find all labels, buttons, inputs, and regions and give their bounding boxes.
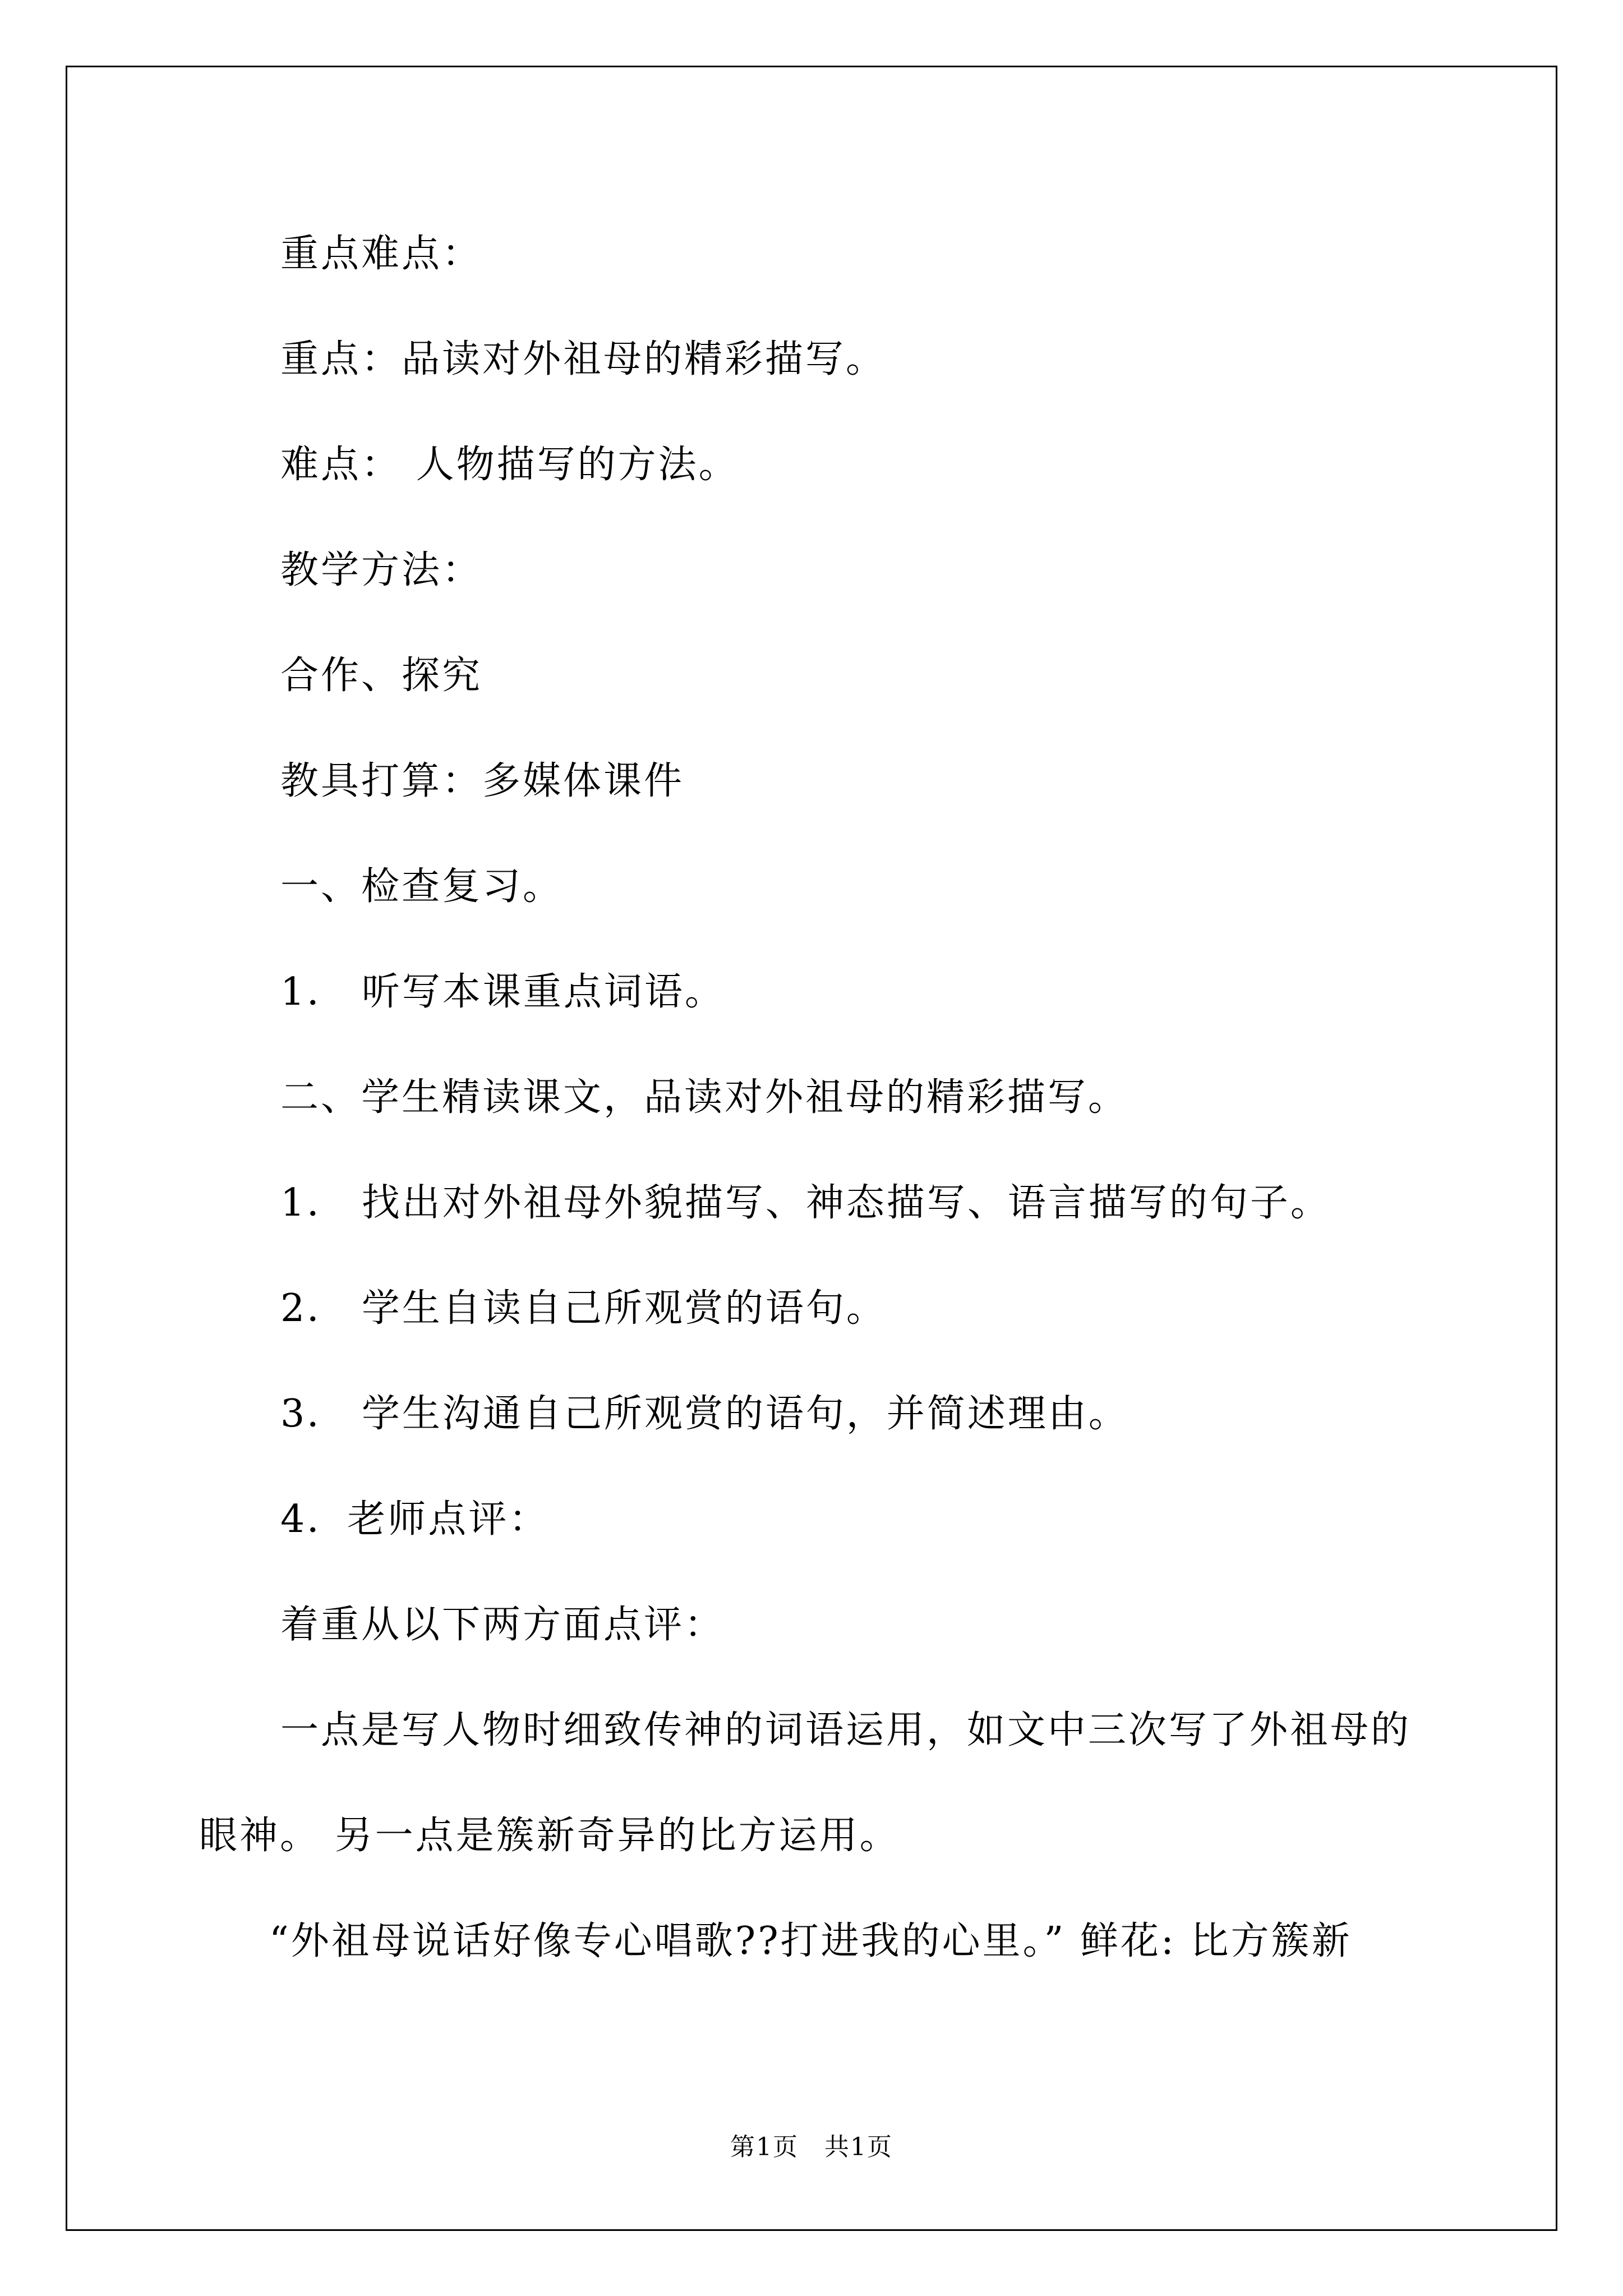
reading-item-3: 3． 学生沟通自己所观赏的语句，并简述理由。 — [280, 1392, 1129, 1436]
heading-teaching-method: 教学方法： — [280, 548, 483, 592]
paragraph-line-1: 一点是写人物时细致传神的词语运用，如文中三次写了外祖母的 — [280, 1708, 1412, 1752]
paragraph-line-2: 眼神。 另一点是簇新奇异的比方运用。 — [199, 1814, 900, 1858]
comment-focus: 着重从以下两方面点评： — [280, 1603, 725, 1647]
section-close-reading: 二、学生精读课文，品读对外祖母的精彩描写。 — [280, 1075, 1129, 1120]
reading-item-4: 4．老师点评： — [280, 1497, 550, 1542]
teaching-aids: 教具打算：多媒体课件 — [280, 759, 685, 803]
section-review: 一、检查复习。 — [280, 864, 564, 909]
review-item-1: 1． 听写本课重点词语。 — [280, 970, 725, 1014]
quote-line: “外祖母说话好像专心唱歌??打进我的心里。” 鲜花: 比方簇新 — [269, 1919, 1352, 1963]
difficult-point: 难点： 人物描写的方法。 — [280, 443, 739, 487]
page-number-footer: 第1页 共1页 — [730, 2133, 893, 2161]
key-point: 重点：品读对外祖母的精彩描写。 — [280, 337, 887, 381]
reading-item-2: 2． 学生自读自己所观赏的语句。 — [280, 1286, 887, 1331]
heading-key-points: 重点难点： — [280, 232, 483, 276]
teaching-method: 合作、探究 — [280, 654, 483, 698]
reading-item-1: 1． 找出对外祖母外貌描写、神态描写、语言描写的句子。 — [280, 1181, 1331, 1225]
